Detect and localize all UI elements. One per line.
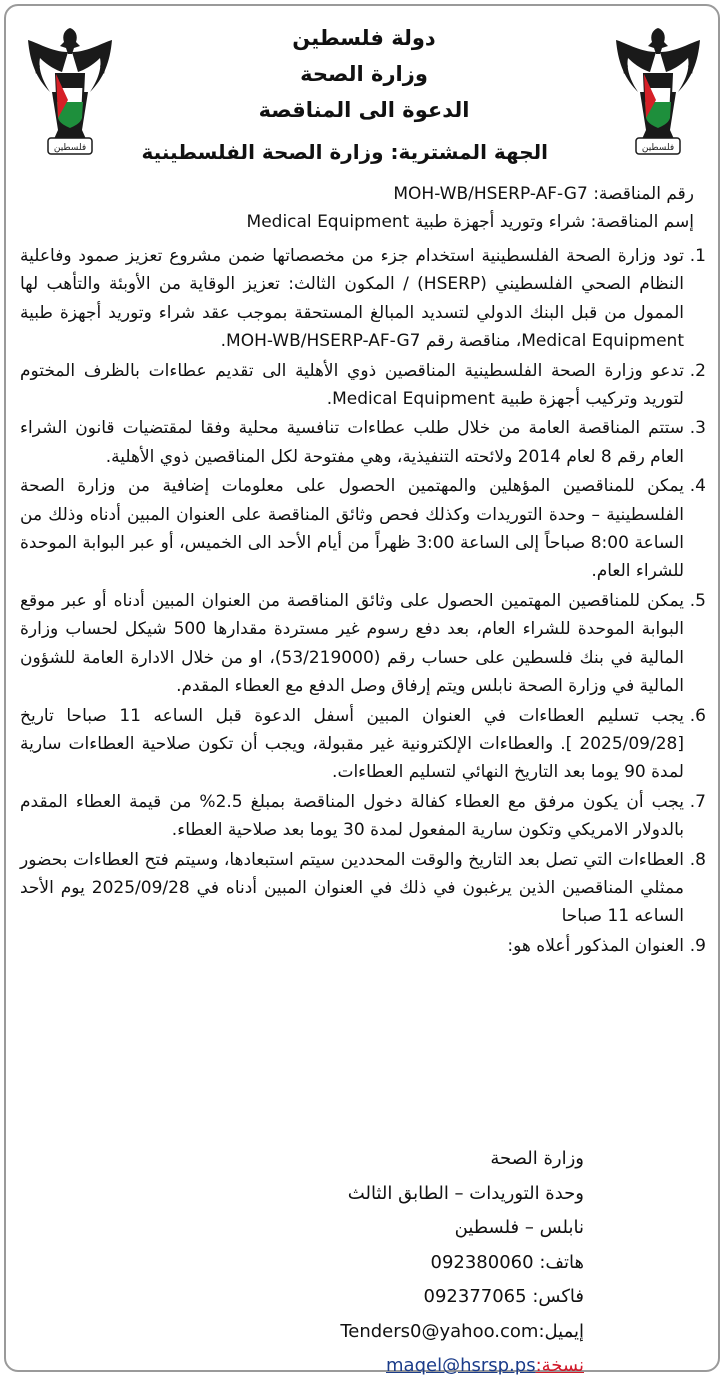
- tender-name-value: شراء وتوريد أجهزة طبية Medical Equipment: [246, 212, 586, 232]
- clause-text: تود وزارة الصحة الفلسطينية استخدام جزء من مخصصاتها ضمن مشروع تعزيز صمود وفاعلية النظام الصحي الفلسطيني (HSERP) / المكون الثالث: تعزيز الوقاية من الأوبئة والتأهب لها الممول من قبل البنك الدولي لتسديد المبالغ المستحقة بموجب عقد شراء وتوريد أجهزة طبية Medical Equipment، مناقصة رقم MOH-WB/HSERP-AF-G7.: [20, 246, 684, 352]
- fax-number: 092377065: [423, 1286, 527, 1307]
- clause-number: 6.: [689, 705, 706, 726]
- tender-clauses: [20, 242, 706, 961]
- email-link[interactable]: Tenders0@yahoo.com: [340, 1320, 539, 1342]
- clause-number: 2.: [689, 360, 706, 381]
- address-city: نابلس – فلسطين: [454, 1217, 584, 1238]
- copy-label: نسخة:: [535, 1355, 584, 1376]
- address-fax: [340, 1280, 584, 1315]
- clause-item: [20, 702, 706, 787]
- tender-number-value: MOH-WB/HSERP-AF-G7: [393, 184, 588, 204]
- email-label: إيميل:: [538, 1320, 584, 1342]
- fax-label: فاكس:: [532, 1286, 584, 1307]
- clause-item: [20, 414, 706, 471]
- header-state: دولة فلسطين: [292, 26, 436, 50]
- clause-text: تدعو وزارة الصحة الفلسطينية المناقصين ذوي الأهلية الى تقديم عطاءات بالظرف المختوم لتوريد وتركيب أجهزة طبية Medical Equipment.: [20, 360, 684, 410]
- address-block: [340, 1142, 584, 1384]
- phone-label: هاتف:: [539, 1251, 584, 1273]
- clause-item: [20, 846, 706, 931]
- address-email: [340, 1315, 584, 1350]
- clause-text: العطاءات التي تصل بعد التاريخ والوقت المحددين سيتم استبعادها، وسيتم فتح العطاءات بحضور ممثلي المناقصين الذين يرغبون في ذلك في العنوان المبين أدناه في 2025/09/28 يوم الأحد الساعه 11 صباحا: [20, 849, 684, 927]
- tender-name-line: [247, 208, 694, 236]
- emblem-caption: فلسطين: [641, 143, 675, 153]
- clause-text: ستتم المناقصة العامة من خلال طلب عطاءات تنافسية محلية وفقا لمقتضيات قانون الشراء العام رقم 8 لعام 2014 ولائحته التنفيذية، وهي مفتوحة لكل المناقصين ذوي الأهلية.: [20, 418, 684, 467]
- clause-item: [20, 788, 706, 845]
- clause-text: يجب تسليم العطاءات في العنوان المبين أسفل الدعوة قبل الساعه 11 صباحا تاريخ [2025/09/28 ]. والعطاءات الإلكترونية غير مقبولة، ويجب أن تكون صلاحية العطاءات سارية لمدة 90 يوما بعد التاريخ النهائي لتسليم العطاءات.: [20, 705, 684, 783]
- header-block: [130, 20, 598, 128]
- tender-number-label: رقم المناقصة:: [593, 184, 694, 204]
- palestinian-eagle-emblem-left: [22, 22, 118, 162]
- clause-item: [20, 587, 706, 701]
- clause-text: يمكن للمناقصين المؤهلين والمهتمين الحصول على معلومات إضافية من وزارة الصحة الفلسطينية – وحدة التوريدات وكذلك فحص وثائق المناقصة على العنوان المبين أدناه وذلك من الساعة 8:00 صباحاً إلى الساعة 3:00 ظهراً من أيام الأحد الى الخميس، أو عبر البوابة الموحدة للشراء العام.: [20, 476, 684, 582]
- clause-number: 5.: [689, 590, 706, 611]
- tender-name-label: إسم المناقصة:: [590, 212, 694, 232]
- clause-text: يجب أن يكون مرفق مع العطاء كفالة دخول المناقصة بمبلغ 2.5% من قيمة العطاء المقدم بالدولار الامريكي وتكون سارية المفعول لمدة 30 يوما بعد صلاحية العطاء.: [20, 791, 684, 841]
- tender-number-line: [393, 180, 694, 208]
- clause-number: 9.: [689, 935, 706, 956]
- palestinian-eagle-emblem-right: [610, 22, 706, 162]
- clause-number: 8.: [689, 849, 706, 870]
- clause-text: يمكن للمناقصين المهتمين الحصول على وثائق المناقصة من العنوان المبين أدناه أو عبر موقع البوابة الموحدة للشراء العام، بعد دفع رسوم غير مستردة مقدارها 500 شيكل لحساب وزارة المالية في بنك فلسطين على حساب رقم (53/219000)، او من خلال الادارة العامة للشؤون المالية في وزارة الصحة نابلس ويتم إرفاق وصل الدفع مع العطاء المقدم.: [20, 590, 684, 697]
- address-unit: وحدة التوريدات – الطابق الثالث: [347, 1182, 584, 1204]
- clause-number: 3.: [689, 418, 706, 439]
- buyer-line: الجهة المشترية: وزارة الصحة الفلسطينية: [141, 140, 548, 164]
- address-copy: [340, 1349, 584, 1384]
- clause-number: 4.: [689, 476, 706, 497]
- address-org: وزارة الصحة: [490, 1148, 584, 1169]
- emblem-caption: فلسطين: [53, 143, 87, 153]
- clause-item: [20, 242, 706, 356]
- phone-number: 092380060: [430, 1251, 534, 1273]
- header-invitation: الدعوة الى المناقصة: [258, 98, 470, 122]
- clause-item: [20, 472, 706, 586]
- copy-email-link[interactable]: maqel@hsrsp.ps: [386, 1355, 536, 1376]
- clause-text: العنوان المذكور أعلاه هو:: [507, 935, 684, 956]
- clause-number: 7.: [689, 791, 706, 812]
- clause-item: [20, 932, 706, 960]
- clause-number: 1.: [689, 246, 706, 266]
- header-ministry: وزارة الصحة: [300, 62, 428, 86]
- clause-item: [20, 357, 706, 414]
- address-phone: [340, 1246, 584, 1281]
